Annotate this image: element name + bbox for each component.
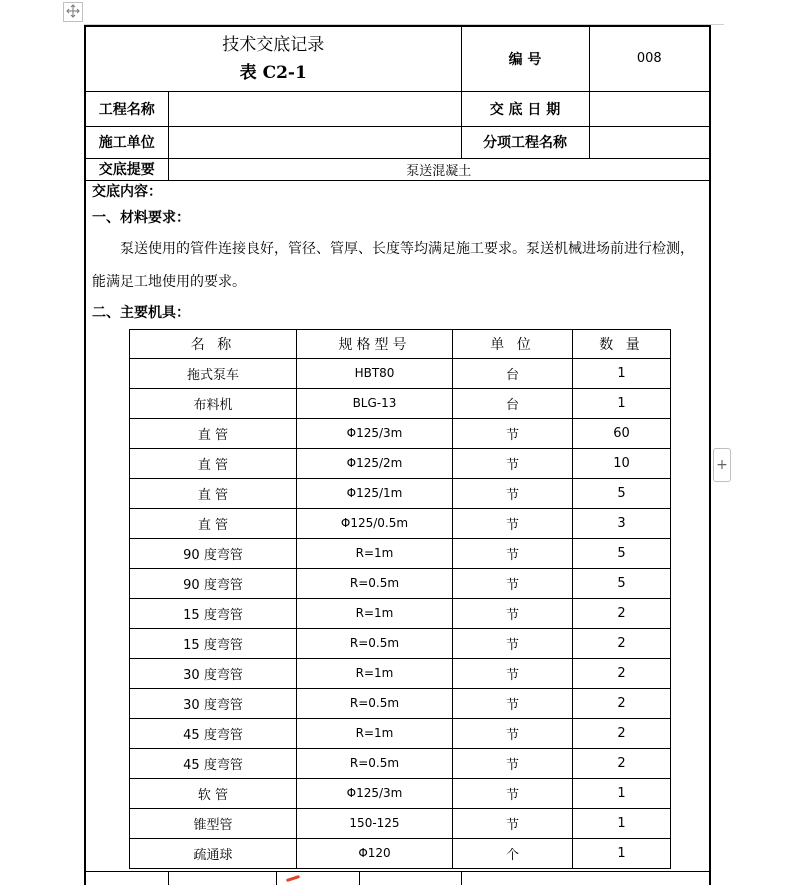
table-row	[130, 778, 671, 808]
equipment-spec-cell[interactable]: Φ120	[297, 838, 453, 868]
record-title-main: 技术交底记录	[222, 34, 325, 55]
equipment-unit-cell[interactable]: 节	[453, 598, 573, 628]
equipment-spec-cell[interactable]: Φ125/3m	[297, 778, 453, 808]
equipment-unit-cell[interactable]: 节	[453, 478, 573, 508]
table-row	[130, 568, 671, 598]
construction-unit-field[interactable]	[168, 126, 461, 158]
sub-project-label: 分项工程名称	[461, 126, 589, 158]
equipment-spec-cell[interactable]: R=1m	[297, 598, 453, 628]
column-header-unit: 单 位	[453, 329, 573, 358]
equipment-name-cell[interactable]: 15 度弯管	[130, 628, 297, 658]
sub-project-field[interactable]	[589, 126, 709, 158]
table-row	[130, 358, 671, 388]
equipment-name-cell[interactable]: 拖式泵车	[130, 358, 297, 388]
disclosure-date-label: 交 底 日 期	[461, 91, 589, 126]
table-row	[130, 448, 671, 478]
table-row	[130, 418, 671, 448]
equipment-spec-cell[interactable]: Φ125/3m	[297, 418, 453, 448]
equipment-spec-cell[interactable]: R=0.5m	[297, 568, 453, 598]
equipment-name-cell[interactable]: 15 度弯管	[130, 598, 297, 628]
equipment-unit-cell[interactable]: 节	[453, 568, 573, 598]
equipment-qty-cell[interactable]: 2	[573, 718, 671, 748]
equipment-qty-cell[interactable]: 2	[573, 688, 671, 718]
equipment-name-cell[interactable]: 直 管	[130, 508, 297, 538]
disclosure-content	[86, 181, 709, 869]
equipment-name-cell[interactable]: 30 度弯管	[130, 658, 297, 688]
content-intro: 交底内容：	[92, 183, 162, 200]
equipment-unit-cell[interactable]: 台	[453, 358, 573, 388]
column-header-name: 名 称	[130, 329, 297, 358]
equipment-unit-cell[interactable]: 节	[453, 628, 573, 658]
equipment-spec-cell[interactable]: BLG-13	[297, 388, 453, 418]
equipment-name-cell[interactable]: 布料机	[130, 388, 297, 418]
equipment-name-cell[interactable]: 直 管	[130, 478, 297, 508]
equipment-qty-cell[interactable]: 1	[573, 778, 671, 808]
equipment-qty-cell[interactable]: 60	[573, 418, 671, 448]
table-move-handle[interactable]	[63, 2, 83, 22]
equipment-table	[129, 329, 671, 869]
table-row	[130, 838, 671, 868]
equipment-qty-cell[interactable]: 5	[573, 478, 671, 508]
equipment-spec-cell[interactable]: R=0.5m	[297, 688, 453, 718]
table-row	[130, 598, 671, 628]
section-materials-title: 一、材料要求：	[92, 209, 190, 226]
column-header-spec: 规格型号	[297, 329, 453, 358]
equipment-qty-cell[interactable]: 3	[573, 508, 671, 538]
table-row	[130, 718, 671, 748]
equipment-name-cell[interactable]: 45 度弯管	[130, 748, 297, 778]
equipment-qty-cell[interactable]: 1	[573, 388, 671, 418]
equipment-qty-cell[interactable]: 1	[573, 358, 671, 388]
equipment-spec-cell[interactable]: R=0.5m	[297, 748, 453, 778]
serial-label: 编 号	[461, 27, 589, 91]
equipment-unit-cell[interactable]: 节	[453, 508, 573, 538]
column-header-qty: 数 量	[573, 329, 671, 358]
equipment-name-cell[interactable]: 直 管	[130, 418, 297, 448]
equipment-spec-cell[interactable]: Φ125/1m	[297, 478, 453, 508]
equipment-spec-cell[interactable]: Φ125/2m	[297, 448, 453, 478]
table-row	[130, 748, 671, 778]
equipment-spec-cell[interactable]: R=1m	[297, 538, 453, 568]
plus-icon: +	[716, 457, 728, 473]
equipment-name-cell[interactable]: 锥型管	[130, 808, 297, 838]
add-row-handle[interactable]	[713, 448, 731, 482]
equipment-unit-cell[interactable]: 节	[453, 808, 573, 838]
equipment-spec-cell[interactable]: Φ125/0.5m	[297, 508, 453, 538]
equipment-rows	[130, 358, 671, 868]
equipment-unit-cell[interactable]: 节	[453, 658, 573, 688]
next-table-divider	[359, 871, 360, 885]
table-row	[130, 538, 671, 568]
equipment-spec-cell[interactable]: 150-125	[297, 808, 453, 838]
equipment-qty-cell[interactable]: 1	[573, 838, 671, 868]
serial-value[interactable]: 008	[589, 27, 709, 91]
equipment-unit-cell[interactable]: 节	[453, 718, 573, 748]
document-page	[84, 25, 711, 885]
project-name-field[interactable]	[168, 91, 461, 126]
equipment-qty-cell[interactable]: 5	[573, 538, 671, 568]
table-row	[130, 628, 671, 658]
equipment-name-cell[interactable]: 90 度弯管	[130, 538, 297, 568]
summary-value[interactable]: 泵送混凝土	[168, 158, 709, 180]
equipment-qty-cell[interactable]: 2	[573, 658, 671, 688]
table-row	[130, 388, 671, 418]
construction-unit-label: 施工单位	[86, 126, 168, 158]
table-row	[130, 808, 671, 838]
equipment-spec-cell[interactable]: R=1m	[297, 718, 453, 748]
equipment-qty-cell[interactable]: 2	[573, 748, 671, 778]
table-row	[130, 508, 671, 538]
table-row	[130, 658, 671, 688]
section-equipment-title: 二、主要机具：	[92, 304, 190, 321]
equipment-spec-cell[interactable]: R=0.5m	[297, 628, 453, 658]
equipment-name-cell[interactable]: 直 管	[130, 448, 297, 478]
table-row	[130, 478, 671, 508]
equipment-unit-cell[interactable]: 个	[453, 838, 573, 868]
next-table-top-border	[86, 871, 709, 872]
next-table-divider	[168, 871, 169, 885]
record-header-table	[86, 27, 709, 181]
record-title	[86, 27, 461, 91]
move-arrows-icon	[66, 3, 80, 22]
equipment-qty-cell[interactable]: 10	[573, 448, 671, 478]
equipment-unit-cell[interactable]: 台	[453, 388, 573, 418]
equipment-spec-cell[interactable]: HBT80	[297, 358, 453, 388]
equipment-unit-cell[interactable]: 节	[453, 778, 573, 808]
equipment-name-cell[interactable]: 疏通球	[130, 838, 297, 868]
equipment-unit-cell[interactable]: 节	[453, 688, 573, 718]
disclosure-date-field[interactable]	[589, 91, 709, 126]
equipment-name-cell[interactable]: 软 管	[130, 778, 297, 808]
record-form-code: 表 C2-1	[239, 62, 307, 83]
next-table-divider	[276, 871, 277, 885]
equipment-name-cell[interactable]: 45 度弯管	[130, 718, 297, 748]
next-table-divider	[461, 871, 462, 885]
equipment-name-cell[interactable]: 30 度弯管	[130, 688, 297, 718]
equipment-unit-cell[interactable]: 节	[453, 748, 573, 778]
equipment-unit-cell[interactable]: 节	[453, 418, 573, 448]
equipment-spec-cell[interactable]: R=1m	[297, 658, 453, 688]
equipment-qty-cell[interactable]: 5	[573, 568, 671, 598]
equipment-unit-cell[interactable]: 节	[453, 448, 573, 478]
summary-label: 交底提要	[86, 158, 168, 180]
project-name-label: 工程名称	[86, 91, 168, 126]
equipment-unit-cell[interactable]: 节	[453, 538, 573, 568]
equipment-qty-cell[interactable]: 2	[573, 598, 671, 628]
section-materials-text: 泵送使用的管件连接良好，管径、管厚、长度等均满足施工要求。泵送机械进场前进行检测，能满足工地使用的要求。	[92, 240, 694, 290]
table-row	[130, 688, 671, 718]
equipment-qty-cell[interactable]: 1	[573, 808, 671, 838]
equipment-name-cell[interactable]: 90 度弯管	[130, 568, 297, 598]
equipment-qty-cell[interactable]: 2	[573, 628, 671, 658]
